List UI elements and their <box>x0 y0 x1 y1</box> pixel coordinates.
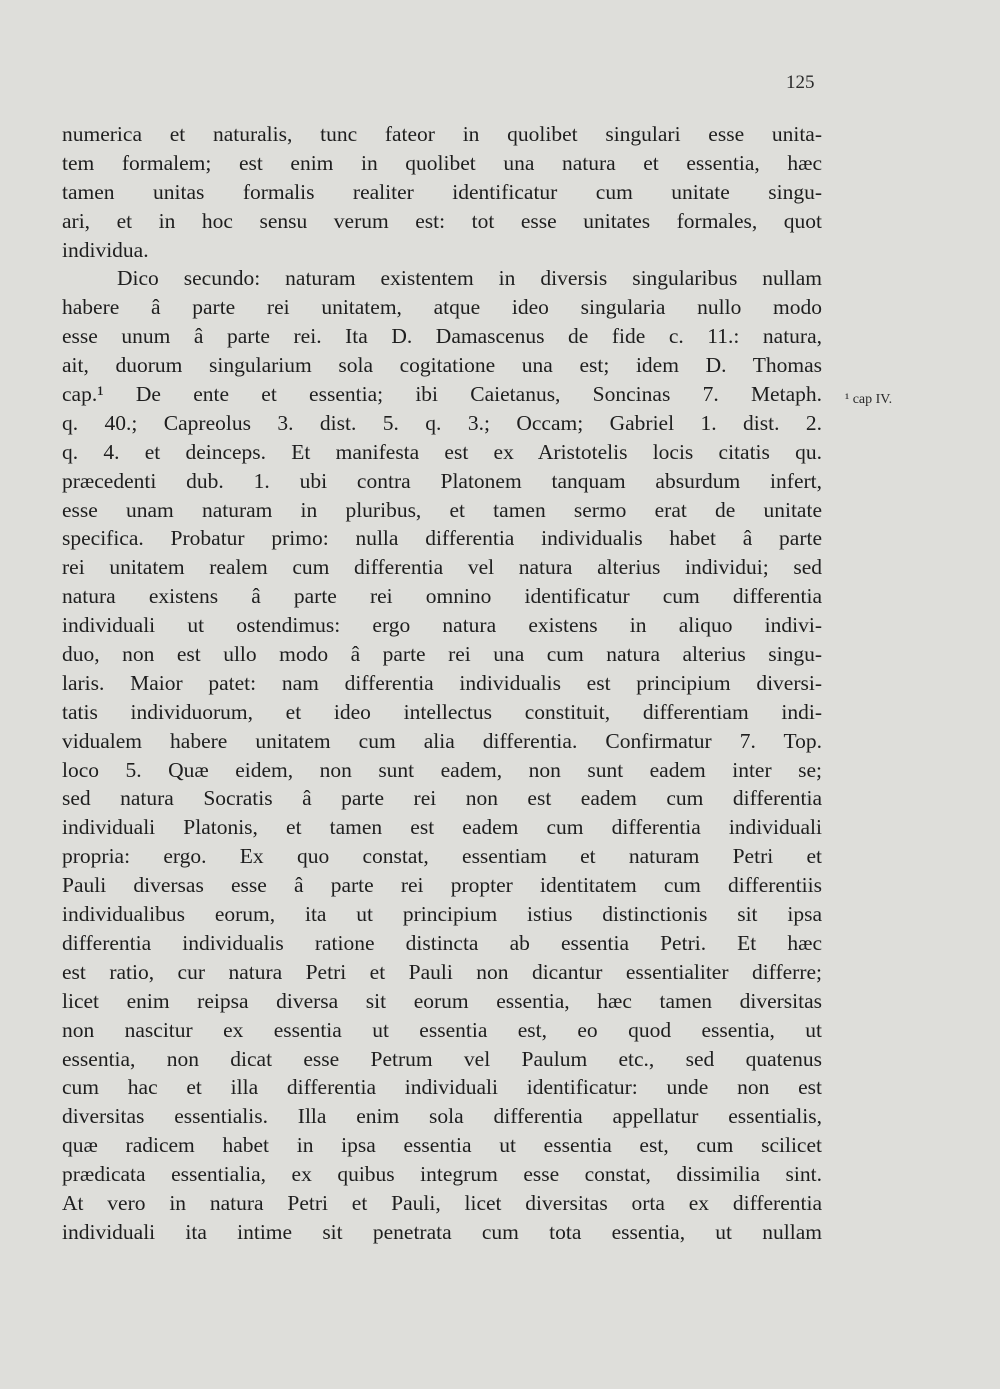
text-line: tamen unitas formalis realiter identificatur cum unitate singu- <box>62 179 822 204</box>
page-number: 125 <box>786 72 815 93</box>
text-line: individuali ut ostendimus: ergo natura existens in aliquo indivi- <box>62 613 822 638</box>
text-line: est ratio, cur natura Petri et Pauli non dicantur essentialiter differre; <box>62 959 822 984</box>
text-line: non nascitur ex essentia ut essentia est, eo quod essentia, ut <box>62 1017 822 1042</box>
text-line: duo, non est ullo modo â parte rei una cum natura alterius singu- <box>62 642 822 667</box>
text-line: individualibus eorum, ita ut principium istius distinctionis sit ipsa <box>62 902 822 927</box>
text-line: loco 5. Quæ eidem, non sunt eadem, non sunt eadem inter se; <box>62 757 822 782</box>
text-line: individuali ita intime sit penetrata cum tota essentia, ut nullam <box>62 1219 822 1244</box>
text-line: numerica et naturalis, tunc fateor in quolibet singulari esse unita- <box>62 122 822 146</box>
text-line: ari, et in hoc sensu verum est: tot esse unitates formales, quot <box>62 208 822 233</box>
text-line: natura existens â parte rei omnino identificatur cum differentia <box>62 584 822 609</box>
text-line: Dico secundo: naturam existentem in diversis singularibus nullam <box>117 266 822 291</box>
text-line: differentia individualis ratione distincta ab essentia Petri. Et hæc <box>62 930 822 955</box>
text-line: esse unam naturam in pluribus, et tamen sermo erat de unitate <box>62 497 822 522</box>
text-line: At vero in natura Petri et Pauli, licet diversitas orta ex differentia <box>62 1190 822 1215</box>
text-line: tem formalem; est enim in quolibet una natura et essentia, hæc <box>62 150 822 175</box>
text-line: ait, duorum singularium sola cogitatione una est; idem D. Thomas <box>62 353 822 378</box>
text-line: q. 4. et deinceps. Et manifesta est ex Aristotelis locis citatis qu. <box>62 439 822 464</box>
text-line: præcedenti dub. 1. ubi contra Platonem tanquam absurdum infert, <box>62 468 822 493</box>
text-line: cap.¹ De ente et essentia; ibi Caietanus, Soncinas 7. Metaph. <box>62 382 822 407</box>
text-line: specifica. Probatur primo: nulla differentia individualis habet â parte <box>62 526 822 551</box>
text-line: quæ radicem habet in ipsa essentia ut essentia est, cum scilicet <box>62 1133 822 1158</box>
text-line: diversitas essentialis. Illa enim sola differentia appellatur essentialis, <box>62 1104 822 1129</box>
text-line: prædicata essentialia, ex quibus integrum esse constat, dissimilia sint. <box>62 1162 822 1187</box>
body-text <box>62 120 822 1247</box>
text-line: cum hac et illa differentia individuali identificatur: unde non est <box>62 1075 822 1100</box>
text-line: q. 40.; Capreolus 3. dist. 5. q. 3.; Occam; Gabriel 1. dist. 2. <box>62 410 822 435</box>
text-line: licet enim reipsa diversa sit eorum essentia, hæc tamen diversitas <box>62 988 822 1013</box>
text-line: laris. Maior patet: nam differentia individualis est principium diversi- <box>62 670 822 695</box>
text-line: tatis individuorum, et ideo intellectus constituit, differentiam indi- <box>62 699 822 724</box>
text-line: sed natura Socratis â parte rei non est eadem cum differentia <box>62 786 822 811</box>
text-line: individua. <box>62 237 149 262</box>
text-line: propria: ergo. Ex quo constat, essentiam et naturam Petri et <box>62 844 822 869</box>
text-line: rei unitatem realem cum differentia vel natura alterius individui; sed <box>62 555 822 580</box>
text-line: esse unum â parte rei. Ita D. Damascenus de fide c. 11.: natura, <box>62 324 822 349</box>
text-line: essentia, non dicat esse Petrum vel Paulum etc., sed quatenus <box>62 1046 822 1071</box>
text-line: Pauli diversas esse â parte rei propter identitatem cum differentiis <box>62 873 822 898</box>
text-line: vidualem habere unitatem cum alia differentia. Confirmatur 7. Top. <box>62 728 822 753</box>
text-line: individuali Platonis, et tamen est eadem cum differentia individuali <box>62 815 822 840</box>
text-line: habere â parte rei unitatem, atque ideo singularia nullo modo <box>62 295 822 320</box>
margin-footnote: ¹ cap IV. <box>845 392 893 407</box>
